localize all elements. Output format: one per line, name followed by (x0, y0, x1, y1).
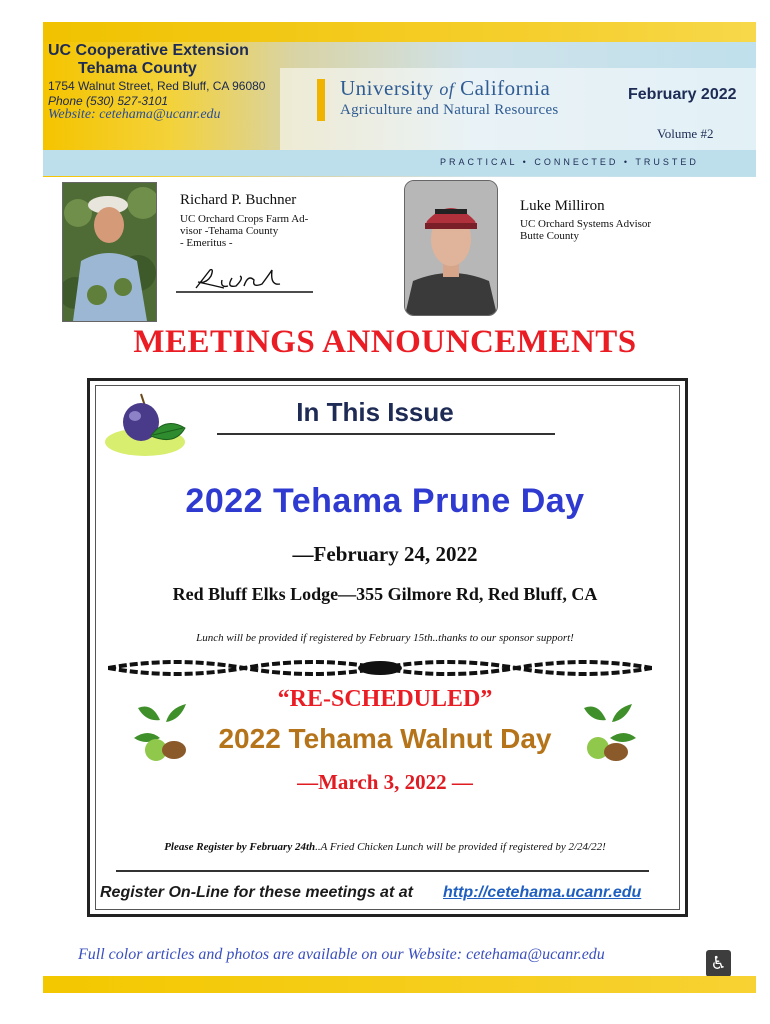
tagline: PRACTICAL • CONNECTED • TRUSTED (440, 157, 699, 167)
person-role-buchner: UC Orchard Crops Farm Ad- visor -Tehama County - Emeritus - (180, 213, 309, 249)
signature-image (176, 266, 313, 293)
register-link[interactable]: http://cetehama.ucanr.edu (443, 884, 642, 901)
plum-icon (103, 390, 187, 460)
uc-logo-division: Agriculture and Natural Resources (340, 102, 559, 118)
org-line2: Tehama County (78, 60, 197, 77)
register-online-text: Register On-Line for these meetings at at (100, 884, 413, 901)
photo-richard-buchner (62, 182, 157, 322)
issue-volume: Volume #2 (657, 126, 714, 141)
prune-day-lunch-note: Lunch will be provided if registered by February 15th..thanks to our sponsor support! (196, 632, 574, 644)
prune-day-venue: Red Bluff Elks Lodge—355 Gilmore Rd, Red Bluff, CA (172, 584, 598, 604)
register-divider (116, 870, 649, 872)
walnut-day-register-note: Please Register by February 24th..A Fried Chicken Lunch will be provided if registered by 2/24/22! (164, 841, 606, 853)
heading-underline (217, 433, 555, 435)
photo-luke-milliron (404, 180, 498, 316)
wheelchair-icon: ♿ (706, 950, 731, 977)
org-address: 1754 Walnut Street, Red Bluff, CA 96080 (48, 79, 266, 93)
announcement-box-inner (95, 385, 680, 910)
org-title (48, 42, 249, 78)
footer-note: Full color articles and photos are available on our Website: cetehama@ucanr.edu (78, 946, 605, 963)
meetings-headline: MEETINGS ANNOUNCEMENTS (133, 324, 637, 360)
person-role-milliron: UC Orchard Systems Advisor Butte County (520, 218, 652, 242)
in-this-issue-heading: In This Issue (296, 397, 454, 427)
prune-day-date: —February 24, 2022 (292, 542, 478, 566)
rescheduled-label: “RE-SCHEDULED” (277, 686, 493, 712)
uc-logo-bar (317, 79, 325, 121)
org-line1: UC Cooperative Extension (48, 42, 249, 59)
prune-day-title: 2022 Tehama Prune Day (185, 482, 585, 520)
rope-divider (108, 654, 652, 682)
issue-date: February 2022 (628, 86, 737, 103)
walnut-day-date: —March 3, 2022 — (297, 770, 473, 794)
header-gold-strip (43, 22, 756, 42)
walnut-day-title: 2022 Tehama Walnut Day (218, 723, 552, 754)
org-website: Website: cetehama@ucanr.edu (48, 107, 221, 122)
org-phone: Phone (530) 527-3101 (48, 94, 169, 108)
footer-gold-bar (43, 976, 756, 993)
uc-logo-name: University of California (340, 76, 551, 100)
person-name-milliron: Luke Milliron (520, 198, 605, 214)
person-name-buchner: Richard P. Buchner (180, 192, 297, 208)
